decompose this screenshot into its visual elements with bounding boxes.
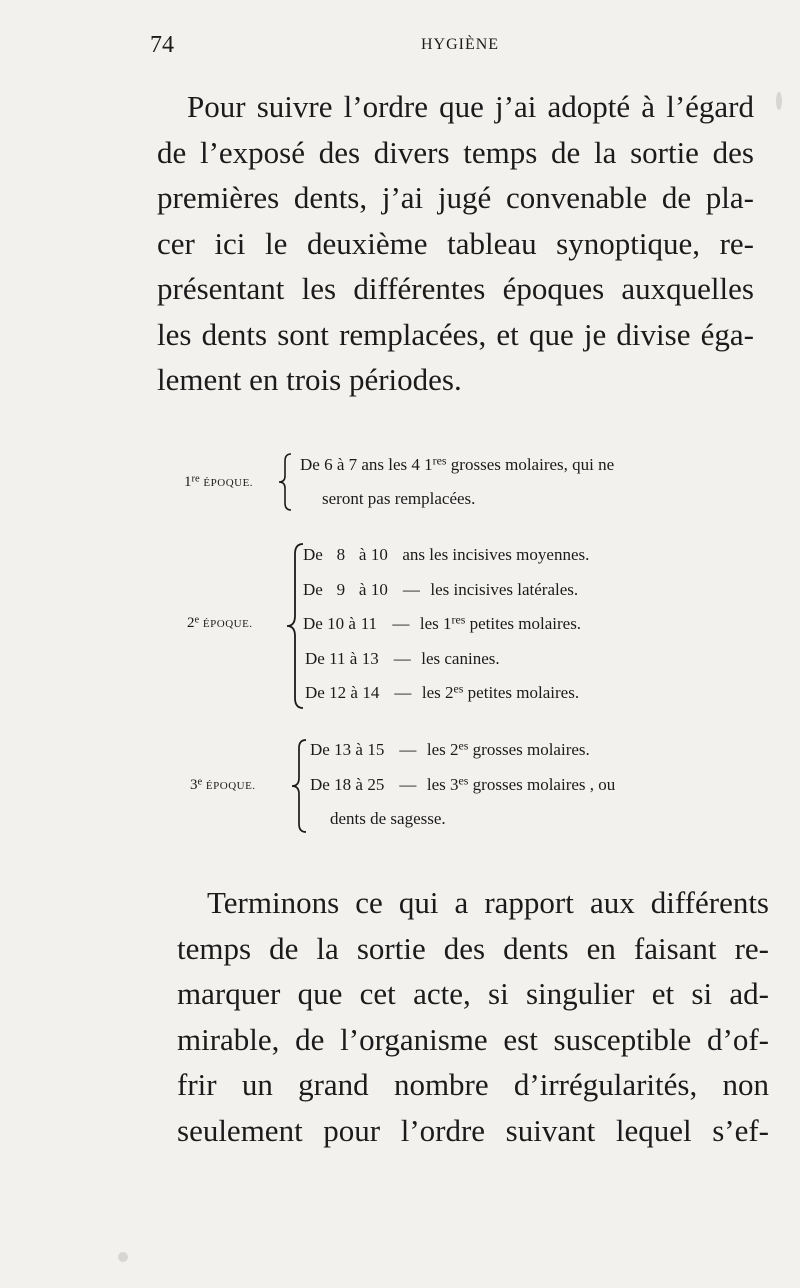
period-2-entry: De 10 à 11 — les 1res petites molaires.: [303, 612, 582, 633]
period-3-entry: De 13 à 15 — les $2^{es}$ grosses molaires.: [310, 738, 590, 759]
page-number: 74: [150, 32, 174, 58]
period-2-label: 2e ÉPOQUE.: [187, 614, 253, 631]
text-line: les dents sont remplacées, et que je divise éga-: [157, 316, 754, 352]
period-1-entry: seront pas remplacées.: [322, 489, 476, 508]
text-line: Terminons ce qui a rapport aux différents: [207, 885, 769, 920]
intro-paragraph: [157, 84, 754, 403]
text-line: temps de la sortie des dents en faisant re-: [177, 930, 769, 966]
text-line: présentant les différentes époques auxquelles: [157, 271, 754, 306]
running-head: HYGIÈNE: [420, 36, 500, 53]
period-2-entry: De 12 à 14 — les $2^{es}$ petites molaires.: [305, 681, 580, 702]
page-header: [150, 32, 770, 62]
text-line: de l’exposé des divers temps de la sortie des: [157, 134, 754, 170]
text-line: premières dents, j’ai jugé convenable de pla-: [157, 180, 754, 215]
period-2-entry: De 11 à 13 — les canines.: [305, 649, 500, 668]
text-line: mirable, de l’organisme est susceptible d’of-: [177, 1021, 769, 1057]
paper-speck: [776, 92, 782, 110]
text-line: cer ici le deuxième tableau synoptique, re-: [157, 225, 754, 261]
brace-icon: [289, 738, 309, 834]
period-3-entry: dents de sagesse.: [330, 809, 446, 828]
paper-speck: [118, 1252, 128, 1262]
closing-paragraph: [177, 880, 769, 1153]
period-1-entry: De 6 à 7 ans les 4 1res grosses molaires, qui ne: [300, 453, 615, 474]
text-line: seulement pour l’ordre suivant lequel s’ef-: [177, 1112, 769, 1148]
period-1-label: 1re ÉPOQUE.: [184, 473, 254, 490]
period-3-label: 3e ÉPOQUE.: [190, 776, 256, 793]
text-line: Pour suivre l’ordre que j’ai adopté à l’égard: [187, 89, 754, 124]
period-3-entry: De 18 à 25 — les $3^{es}$ grosses molaires , ou: [310, 773, 616, 794]
text-line: lement en trois périodes.: [157, 362, 462, 397]
period-2-entry: De 9 à 10 — les incisives latérales.: [303, 580, 579, 599]
text-line: frir un grand nombre d’irrégularités, non: [177, 1067, 769, 1102]
period-2-entry: De 8 à 10 ans les incisives moyennes.: [303, 545, 590, 564]
brace-icon: [276, 452, 294, 512]
text-line: marquer que cet acte, si singulier et si ad-: [177, 976, 769, 1011]
